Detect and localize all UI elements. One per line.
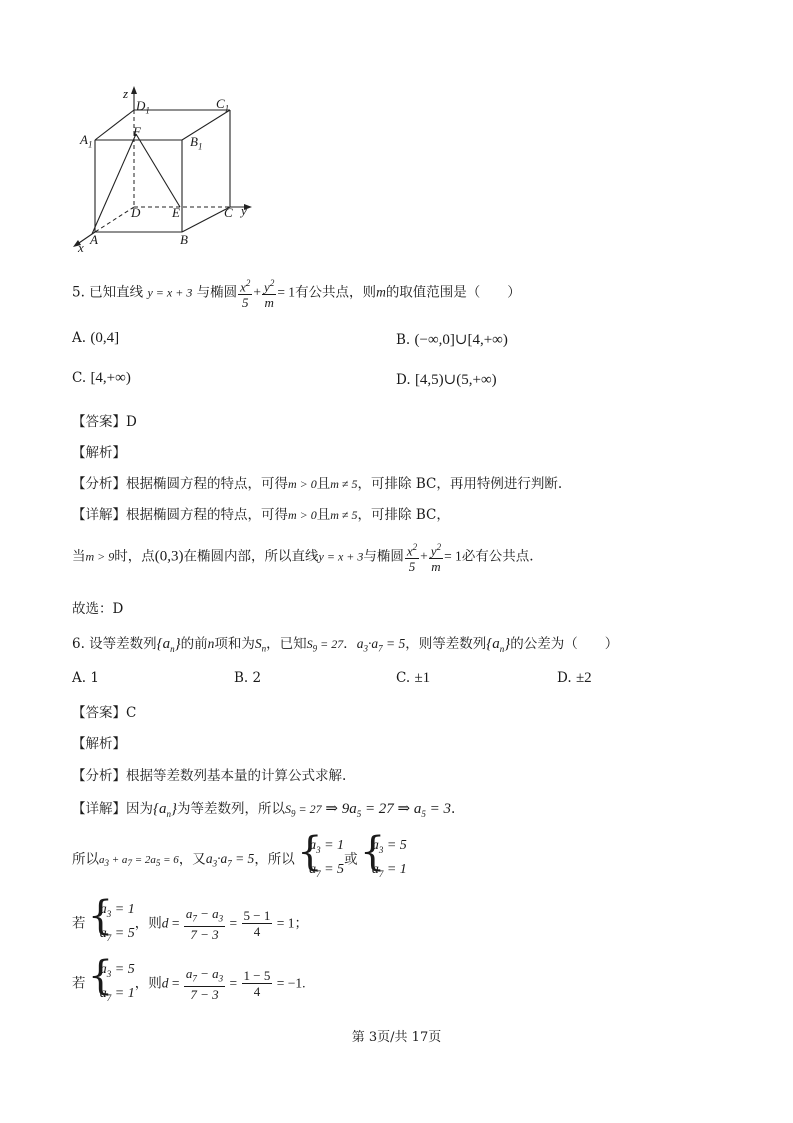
q6-xiangjie: 【详解】因为$\{a_n\}$为等差数列，所以$S_9 = 27$ ⇒ $9a_5 = 27$ ⇒ $a_5 = 3$. xyxy=(72,801,456,819)
q6-system: 所以$a_3 + a_7 = 2a_5 = 6$，又$a_3\cdot a_7 = 5$，所以 { $a_3 = 1$ $a_7 = 5$ 或 { $a_3 = 5$ $a_7 = 1$ xyxy=(72,836,407,884)
q5-option-b[interactable]: B. (−∞,0]∪[4,+∞) xyxy=(396,332,508,348)
axis-y-label: y xyxy=(241,203,247,218)
vertex-b-label: B xyxy=(180,232,188,247)
page-footer: 第 3页/共 17页 xyxy=(351,1030,442,1045)
q5-analysis-tag: 【解析】 xyxy=(72,445,126,461)
q6-case-2: 若 { $a_3 = 5$ $a_7 = 1$ ，则d = $\frac{a_7 - a_3}{7 - 3}$ = $\frac{1 - 5}{4}$ = −1. xyxy=(72,960,305,1008)
q5-fenxi: 【分析】根据椭圆方程的特点，可得m > 0且m ≠ 5，可排除 BC，再用特例进行判断. xyxy=(72,476,563,492)
q5-option-c[interactable]: C. [4,+∞) xyxy=(72,370,131,386)
q5-choose: 故选：D xyxy=(72,601,124,617)
axis-x-label: x xyxy=(78,240,84,255)
q6-option-d[interactable]: D. ±2 xyxy=(557,670,592,686)
q5-xiangjie-2: 当m > 9时，点(0,3)在椭圆内部，所以直线y = x + 3与椭圆 $\frac{x^2}{5}$ + $\frac{y^2}{m}$ = 1必有公共点. xyxy=(72,542,534,575)
vertex-b1-label: $B_1$ xyxy=(190,134,203,152)
vertex-a1-label: $A_1$ xyxy=(80,132,93,150)
axis-z-label: z xyxy=(123,86,129,101)
vertex-a-label: A xyxy=(90,232,98,247)
q6-option-c[interactable]: C. ±1 xyxy=(396,670,431,686)
q5-answer: 【答案】D xyxy=(72,414,137,430)
q6-stem: 6. 设等差数列$\{a_n\}$的前n项和为$S_n$，已知$S_9 = 27$．$a_3\cdot a_7 = 5$，则等差数列$\{a_n\}$的公差为（ ） xyxy=(72,636,619,654)
vertex-f-label: F xyxy=(133,124,141,139)
q5-stem: 5. 已知直线 y = x + 3 与椭圆 $\frac{x^2}{5}$ + $\frac{y^2}{m}$ = 1有公共点，则m的取值范围是（ ） xyxy=(72,278,521,311)
vertex-c-label: C xyxy=(224,205,233,220)
q6-option-a[interactable]: A. 1 xyxy=(72,670,99,686)
q6-answer: 【答案】C xyxy=(72,705,137,721)
vertex-d-label: D xyxy=(131,205,141,220)
q5-option-a[interactable]: A. (0,4] xyxy=(72,330,120,346)
vertex-e-label: E xyxy=(172,205,180,220)
q6-option-b[interactable]: B. 2 xyxy=(234,670,262,686)
cube-figure xyxy=(70,82,260,260)
q6-fenxi: 【分析】根据等差数列基本量的计算公式求解. xyxy=(72,768,347,784)
vertex-d1-label: $D_1$ xyxy=(136,98,150,116)
q5-xiangjie: 【详解】根据椭圆方程的特点，可得m > 0且m ≠ 5，可排除 BC， xyxy=(72,507,450,523)
vertex-c1-label: $C_1$ xyxy=(216,96,230,114)
q5-option-d[interactable]: D. [4,5)∪(5,+∞) xyxy=(396,372,497,388)
q6-case-1: 若 { $a_3 = 1$ $a_7 = 5$ ，则d = $\frac{a_7 - a_3}{7 - 3}$ = $\frac{5 - 1}{4}$ = 1； xyxy=(72,900,308,948)
q6-analysis-tag: 【解析】 xyxy=(72,736,126,752)
